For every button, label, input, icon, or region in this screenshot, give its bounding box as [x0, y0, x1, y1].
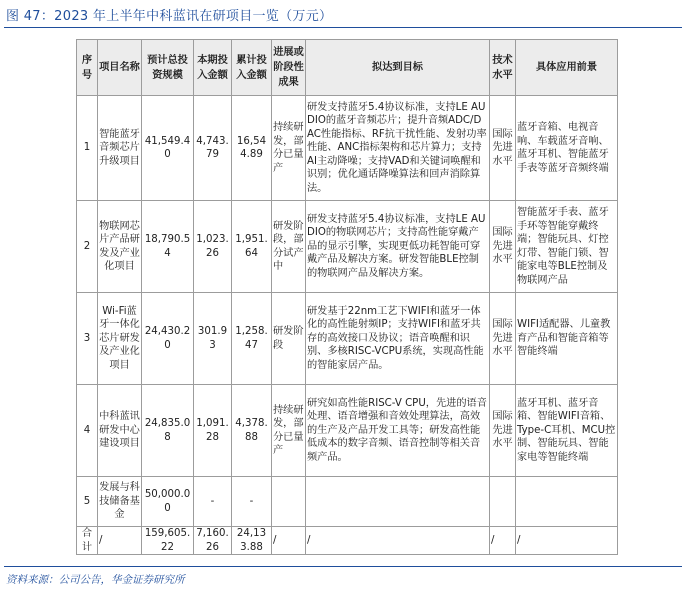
cell-progress: 持续研发，部分已量产 — [272, 385, 306, 477]
cell-goal: 研发支持蓝牙5.4协议标准，支持LE AUDIO的蓝牙音频芯片；提升音频ADC/DAC性能指标、RF抗干扰性能、发射功率性能、ANC指标架构和芯片算力；支持AI主动降噪；支持VAD和关键词唤醒和识别；优化通话降噪算法和回声消除算法。 — [306, 96, 490, 201]
cell-period: 7,160.26 — [194, 527, 232, 555]
cell-application — [516, 477, 618, 527]
cell-name: 智能蓝牙音频芯片升级项目 — [98, 96, 142, 201]
cell-goal: 研发基于22nm工艺下WIFI和蓝牙一体化的高性能射频IP；支持WIFI和蓝牙共存的高效接口及协议；语音唤醒和识别、多核RISC-VCPU系统，实现高性能的智能家居产品。 — [306, 293, 490, 385]
cell-application: 蓝牙耳机、蓝牙音箱、智能WIFI音箱、Type-C耳机、MCU控制、智能玩具、智能家电等智能终端 — [516, 385, 618, 477]
cell-level: 国际先进水平 — [490, 96, 516, 201]
cell-name: 物联网芯片产品研发及产业化项目 — [98, 201, 142, 293]
cell-progress: / — [272, 527, 306, 555]
cell-total: 24,430.20 — [142, 293, 194, 385]
header-period: 本期投入金额 — [194, 40, 232, 96]
cell-application: / — [516, 527, 618, 555]
source-divider — [4, 566, 682, 567]
cell-progress — [272, 477, 306, 527]
header-level: 技术水平 — [490, 40, 516, 96]
cell-no: 5 — [77, 477, 98, 527]
cell-application: WIFI适配器、儿童教育产品和智能音箱等智能终端 — [516, 293, 618, 385]
total-row — [77, 527, 618, 555]
cell-goal: / — [306, 527, 490, 555]
cell-level: 国际先进水平 — [490, 201, 516, 293]
cell-progress: 持续研发，部分已量产 — [272, 96, 306, 201]
table-row — [77, 96, 618, 201]
cell-goal: 研究如高性能RISC-V CPU，先进的语音处理、语音增强和音效处理算法，高效的生产及产品开发工具等；研发高性能低成本的数字音频、语音控制等相关音频产品。 — [306, 385, 490, 477]
cell-period: 301.93 — [194, 293, 232, 385]
cell-no: 3 — [77, 293, 98, 385]
cell-progress: 研发阶段，部分试产中 — [272, 201, 306, 293]
cell-level: 国际先进水平 — [490, 385, 516, 477]
header-goal: 拟达到目标 — [306, 40, 490, 96]
projects-table — [76, 39, 618, 555]
cell-name: 发展与科技储备基金 — [98, 477, 142, 527]
cell-total-label: 合计 — [77, 527, 98, 555]
table-row — [77, 477, 618, 527]
figure-title: 图 47：2023 年上半年中科蓝讯在研项目一览（万元） — [6, 9, 333, 24]
table-row — [77, 293, 618, 385]
cell-level: / — [490, 527, 516, 555]
table-row — [77, 385, 618, 477]
header-cumulative: 累计投入金额 — [232, 40, 272, 96]
table-row — [77, 201, 618, 293]
cell-no: 2 — [77, 201, 98, 293]
cell-period: 4,743.79 — [194, 96, 232, 201]
cell-total: 18,790.54 — [142, 201, 194, 293]
cell-period: 1,091.28 — [194, 385, 232, 477]
header-row — [77, 40, 618, 96]
cell-period: 1,023.26 — [194, 201, 232, 293]
cell-name: / — [98, 527, 142, 555]
cell-no: 1 — [77, 96, 98, 201]
cell-cumulative: - — [232, 477, 272, 527]
source-note: 资料来源：公司公告，华金证券研究所 — [6, 574, 185, 586]
cell-name: Wi-Fi蓝牙一体化芯片研发及产业化项目 — [98, 293, 142, 385]
cell-cumulative: 4,378.88 — [232, 385, 272, 477]
cell-goal: 研发支持蓝牙5.4协议标准，支持LE AUDIO的物联网芯片；支持高性能穿戴产品的显示引擎，实现更低功耗智能可穿戴产品及解决方案。研发智能BLE控制的物联网产品及解决方案。 — [306, 201, 490, 293]
title-divider — [4, 27, 682, 28]
cell-progress: 研发阶段 — [272, 293, 306, 385]
cell-total: 50,000.00 — [142, 477, 194, 527]
cell-total: 41,549.40 — [142, 96, 194, 201]
cell-goal — [306, 477, 490, 527]
header-no: 序号 — [77, 40, 98, 96]
cell-level — [490, 477, 516, 527]
cell-total: 159,605.22 — [142, 527, 194, 555]
header-progress: 进展或阶段性成果 — [272, 40, 306, 96]
cell-level: 国际先进水平 — [490, 293, 516, 385]
header-application: 具体应用前景 — [516, 40, 618, 96]
cell-application: 蓝牙音箱、电视音响、车载蓝牙音响、蓝牙耳机、智能蓝牙手表等蓝牙音频终端 — [516, 96, 618, 201]
cell-cumulative: 24,133.88 — [232, 527, 272, 555]
cell-cumulative: 16,544.89 — [232, 96, 272, 201]
header-total: 预计总投资规模 — [142, 40, 194, 96]
cell-cumulative: 1,258.47 — [232, 293, 272, 385]
cell-no: 4 — [77, 385, 98, 477]
cell-period: - — [194, 477, 232, 527]
cell-cumulative: 1,951.64 — [232, 201, 272, 293]
header-name: 项目名称 — [98, 40, 142, 96]
cell-application: 智能蓝牙手表、蓝牙手环等智能穿戴终端；智能玩具、灯控灯带、智能门锁、智能家电等BLE控制及物联网产品 — [516, 201, 618, 293]
cell-total: 24,835.08 — [142, 385, 194, 477]
cell-name: 中科蓝讯研发中心建设项目 — [98, 385, 142, 477]
